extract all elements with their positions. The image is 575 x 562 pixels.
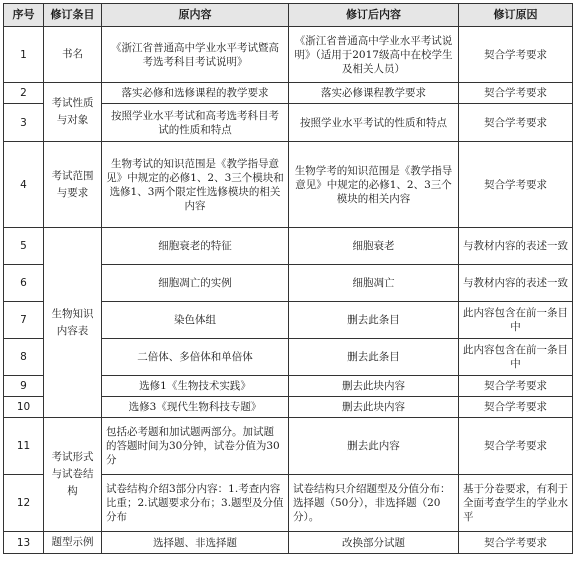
revision-item: 书名	[44, 27, 102, 83]
row-number: 6	[4, 265, 44, 302]
original-content: 《浙江省普通高中学业水平考试暨高考选考科目考试说明》	[102, 27, 289, 83]
revised-content: 生物学考的知识范围是《教学指导意见》中规定的必修1、2、3三个模块的相关内容	[289, 142, 459, 228]
revision-reason: 契合学考要求	[459, 532, 573, 554]
header-reason: 修订原因	[459, 4, 573, 27]
revised-content: 删去此块内容	[289, 376, 459, 397]
original-content: 选择题、非选择题	[102, 532, 289, 554]
revised-content: 删去此内容	[289, 418, 459, 475]
revised-content: 删去此条目	[289, 302, 459, 339]
row-number: 5	[4, 228, 44, 265]
original-content: 细胞凋亡的实例	[102, 265, 289, 302]
header-item: 修订条目	[44, 4, 102, 27]
revision-reason: 契合学考要求	[459, 27, 573, 83]
revised-content: 删去此块内容	[289, 397, 459, 418]
revision-reason: 契合学考要求	[459, 83, 573, 104]
revised-content: 改换部分试题	[289, 532, 459, 554]
row-number: 8	[4, 339, 44, 376]
revised-content: 落实必修课程教学要求	[289, 83, 459, 104]
revised-content: 按照学业水平考试的性质和特点	[289, 104, 459, 142]
row-number: 1	[4, 27, 44, 83]
revision-reason: 基于分卷要求，有利于全面考查学生的学业水平	[459, 475, 573, 532]
table-row	[4, 532, 573, 554]
original-content: 二倍体、多倍体和单倍体	[102, 339, 289, 376]
row-number: 13	[4, 532, 44, 554]
original-content: 选修1《生物技术实践》	[102, 376, 289, 397]
revision-item: 考试范围与要求	[44, 142, 102, 228]
revision-reason: 契合学考要求	[459, 376, 573, 397]
original-content: 生物考试的知识范围是《教学指导意见》中规定的必修1、2、3三个模块和选修1、3两个限定性选修模块的相关内容	[102, 142, 289, 228]
revision-item: 考试形式与试卷结构	[44, 418, 102, 532]
revision-reason: 契合学考要求	[459, 418, 573, 475]
revision-reason: 与教材内容的表述一致	[459, 228, 573, 265]
original-content: 染色体组	[102, 302, 289, 339]
revision-item: 考试性质与对象	[44, 83, 102, 142]
original-content: 按照学业水平考试和高考选考科目考试的性质和特点	[102, 104, 289, 142]
revision-table	[3, 3, 573, 554]
row-number: 9	[4, 376, 44, 397]
revision-item: 题型示例	[44, 532, 102, 554]
revision-table-container	[3, 3, 573, 554]
row-number: 12	[4, 475, 44, 532]
header-row	[4, 4, 573, 27]
original-content: 试卷结构介绍3部分内容：1.考查内容比重；2.试题要求分布；3.题型及分值分布	[102, 475, 289, 532]
revised-content: 删去此条目	[289, 339, 459, 376]
revised-content: 试卷结构只介绍题型及分值分布：选择题（50分），非选择题（20分）。	[289, 475, 459, 532]
table-row	[4, 83, 573, 104]
revision-item: 生物知识内容表	[44, 228, 102, 418]
header-original: 原内容	[102, 4, 289, 27]
revised-content: 细胞凋亡	[289, 265, 459, 302]
original-content: 落实必修和选修课程的教学要求	[102, 83, 289, 104]
header-no: 序号	[4, 4, 44, 27]
original-content: 选修3《现代生物科技专题》	[102, 397, 289, 418]
row-number: 2	[4, 83, 44, 104]
table-row	[4, 27, 573, 83]
revised-content: 《浙江省普通高中学业水平考试说明》（适用于2017级高中在校学生及相关人员）	[289, 27, 459, 83]
revised-content: 细胞衰老	[289, 228, 459, 265]
row-number: 4	[4, 142, 44, 228]
revision-reason: 此内容包含在前一条目中	[459, 302, 573, 339]
original-content: 包括必考题和加试题两部分。加试题的答题时间为30分钟，试卷分值为30分	[102, 418, 289, 475]
revision-reason: 契合学考要求	[459, 142, 573, 228]
row-number: 7	[4, 302, 44, 339]
revision-reason: 与教材内容的表述一致	[459, 265, 573, 302]
original-content: 细胞衰老的特征	[102, 228, 289, 265]
header-revised: 修订后内容	[289, 4, 459, 27]
revision-reason: 此内容包含在前一条目中	[459, 339, 573, 376]
table-row	[4, 142, 573, 228]
row-number: 3	[4, 104, 44, 142]
row-number: 10	[4, 397, 44, 418]
revision-reason: 契合学考要求	[459, 397, 573, 418]
row-number: 11	[4, 418, 44, 475]
table-row	[4, 228, 573, 265]
revision-reason: 契合学考要求	[459, 104, 573, 142]
table-row	[4, 418, 573, 475]
